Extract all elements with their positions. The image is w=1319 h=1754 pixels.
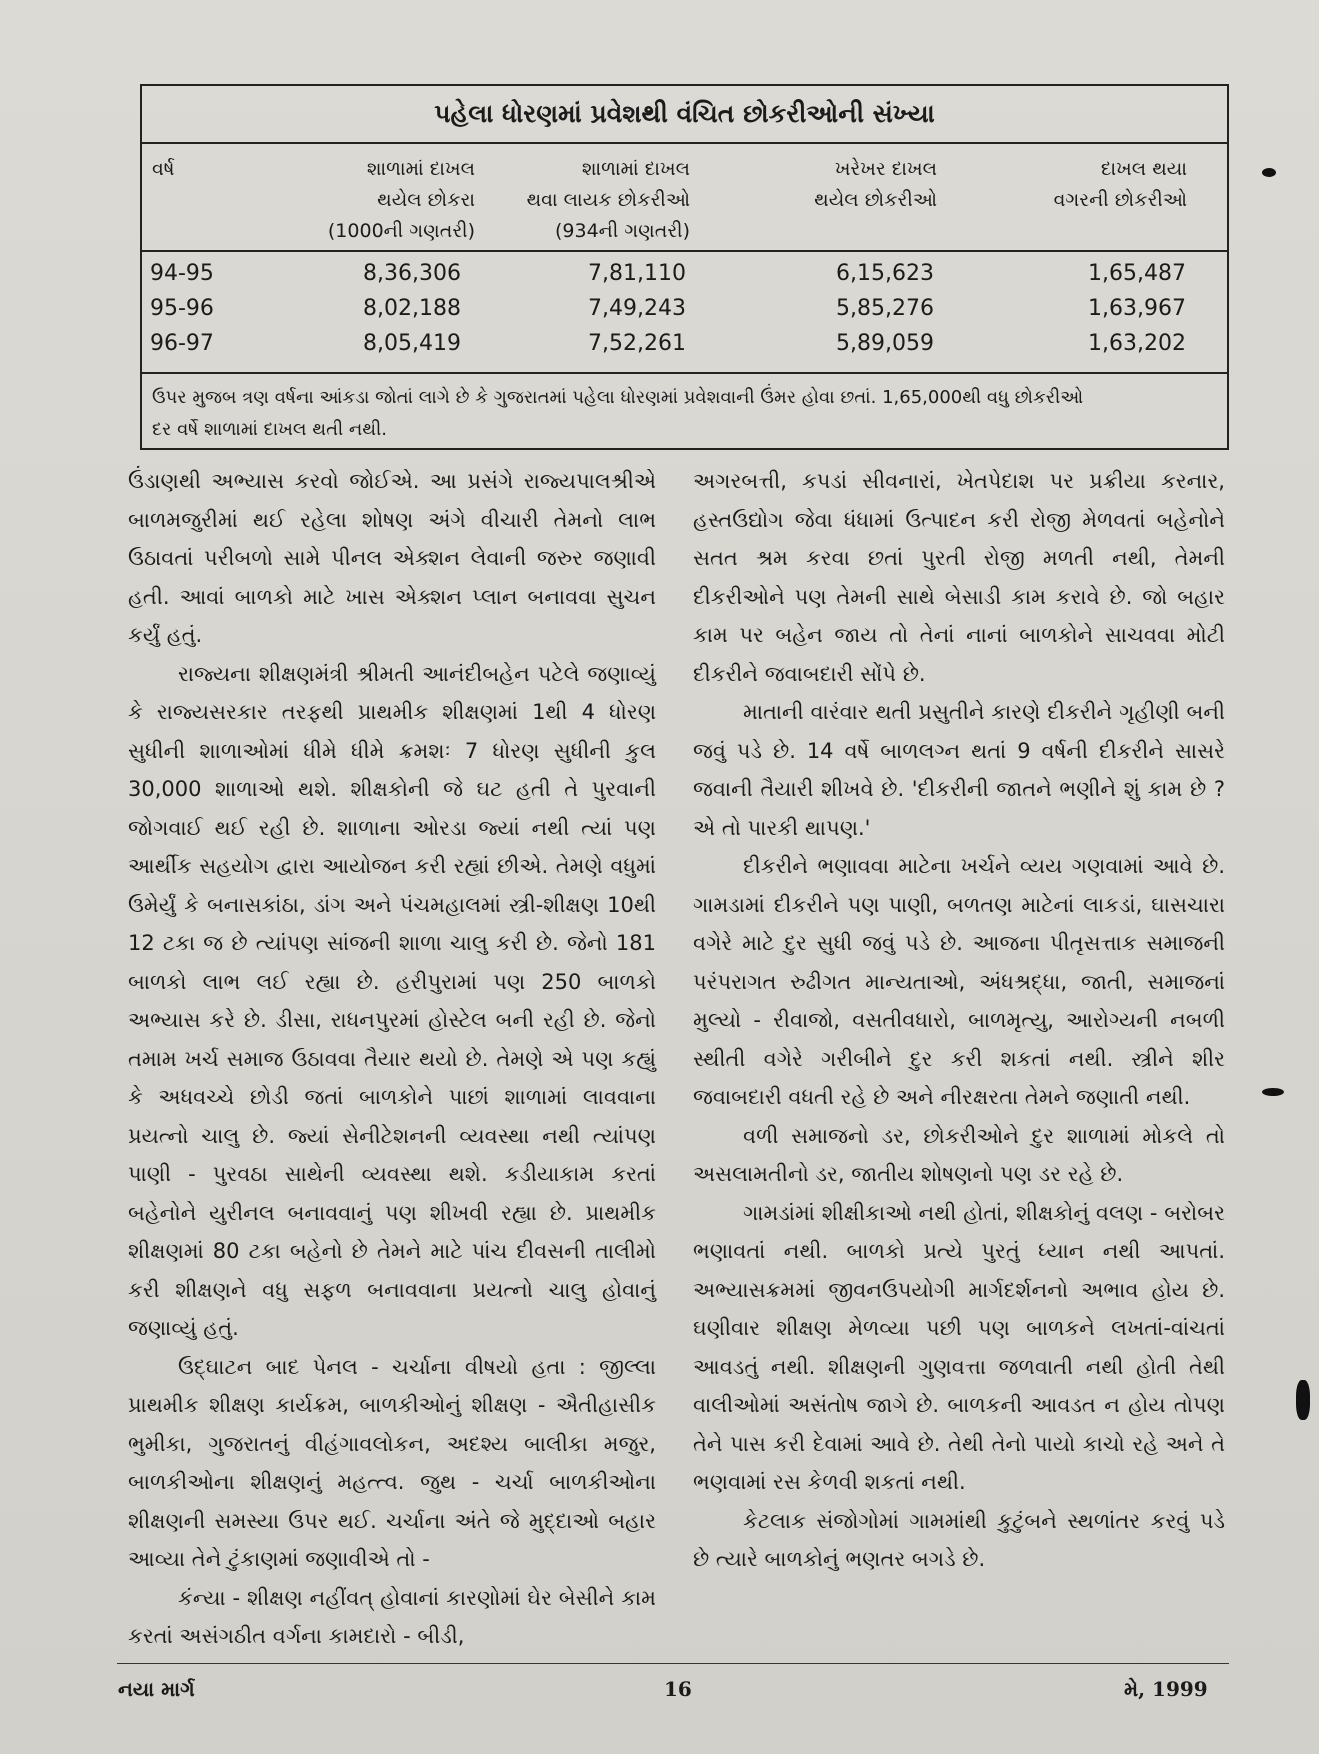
print-speck xyxy=(1262,168,1276,177)
cell-value: 5,89,059 xyxy=(836,331,934,356)
header-year: વર્ષ xyxy=(152,158,175,180)
cell-value: 7,49,243 xyxy=(588,296,686,321)
left-column xyxy=(128,462,656,1656)
header-girls-eligible: શાળામાં દાખલ થવા લાયક છોકરીઓ (934ની ગણતરી) xyxy=(526,158,690,242)
cell-value: 7,52,261 xyxy=(588,331,686,356)
cell-value: 8,36,306 xyxy=(363,261,461,286)
print-speck xyxy=(1296,1380,1310,1420)
paragraph: માતાની વારંવાર થતી પ્રસુતીને કારણે દીકરીને ગૃહીણી બની જવું પડે છે. 14 વર્ષે બાળલગ્ન થતાં 9 વર્ષની દીકરીને સાસરે જવાની તૈયારી શીખવે છે. 'દીકરીની જાતને ભણીને શું કામ છે ? એ તો પારકી થાપણ.' xyxy=(693,700,1225,840)
paragraph: રાજ્યના શીક્ષણમંત્રી શ્રીમતી આનંદીબહેન પટેલે જણાવ્યું કે રાજ્યસરકાર તરફથી પ્રાથમીક શીક્ષણમાં 1થી 4 ધોરણ સુધીની શાળાઓમાં ધીમે ધીમે ક્રમશઃ 7 ધોરણ સુધીની કુલ 30,000 શાળાઓ થશે. શીક્ષકોની જે ઘટ હતી તે પુરવાની જોગવાઈ થઈ રહી છે. શાળાના ઓરડા જ્યાં નથી ત્યાં પણ આર્થીક સહયોગ દ્વારા આયોજન કરી રહ્યાં છીએ. તેમણે વધુમાં ઉમેર્યું કે બનાસકાંઠા, ડાંગ અને પંચમહાલમાં સ્ત્રી-શીક્ષણ 10થી 12 ટકા જ છે ત્યાંપણ સાંજની શાળા ચાલુ કરી છે. જેનો 181 બાળકો લાભ લઈ રહ્યા છે. હરીપુરામાં પણ 250 બાળકો અભ્યાસ કરે છે. ડીસા, રાધનપુરમાં હોસ્ટેલ બની રહી છે. જેનો તમામ ખર્ચ સમાજ ઉઠાવવા તૈયાર થયો છે. તેમણે એ પણ કહ્યું કે અધવચ્ચે છોડી જતાં બાળકોને પાછાં શાળામાં લાવવાના પ્રયત્નો ચાલુ છે. જ્યાં સેનીટેશનની વ્યવસ્થા નથી ત્યાંપણ પાણી - પુરવઠા સાથેની વ્યવસ્થા થશે. કડીયાકામ કરતાં બહેનોને યુરીનલ બનાવવાનું પણ શીખવી રહ્યા છે. પ્રાથમીક શીક્ષણમાં 80 ટકા બહેનો છે તેમને માટે પાંચ દીવસની તાલીમો કરી શીક્ષણને વધુ સફળ બનાવવાના પ્રયત્નો ચાલુ હોવાનું જણાવ્યું હતું. xyxy=(128,661,656,1340)
cell-value: 5,85,276 xyxy=(836,296,934,321)
table-note: ઉપર મુજબ ત્રણ વર્ષના આંકડા જોતાં લાગે છે કે ગુજરાતમાં પહેલા ધોરણમાં પ્રવેશવાની ઉંમર હોવા છતાં. 1,65,000થી વધુ છોકરીઓ દર વર્ષે શાળામાં દાખલ થતી નથી. xyxy=(152,387,1084,440)
header-girls-enrolled: ખરેખર દાખલ થયેલ છોકરીઓ xyxy=(814,158,937,211)
table-body xyxy=(142,258,1227,374)
footer-divider xyxy=(117,1663,1229,1664)
cell-value: 1,63,202 xyxy=(1088,331,1186,356)
statistics-table xyxy=(140,84,1229,450)
cell-year: 95-96 xyxy=(150,296,214,321)
cell-value: 8,05,419 xyxy=(363,331,461,356)
publication-name: નયા માર્ગ xyxy=(118,1677,195,1701)
table-header xyxy=(142,144,1227,252)
paragraph: વળી સમાજનો ડર, છોકરીઓને દુર શાળામાં મોકલે તો અસલામતીનો ડર, જાતીય શોષણનો પણ ડર રહે છે. xyxy=(693,1123,1225,1186)
cell-value: 1,63,967 xyxy=(1088,296,1186,321)
cell-value: 1,65,487 xyxy=(1088,261,1186,286)
table-row xyxy=(142,293,1227,328)
paragraph: કેટલાક સંજોગોમાં ગામમાંથી કુટુંબને સ્થળાંતર કરવું પડે છે ત્યારે બાળકોનું ભણતર બગડે છે. xyxy=(693,1508,1225,1571)
cell-value: 7,81,110 xyxy=(588,261,686,286)
paragraph: ગામડાંમાં શીક્ષીકાઓ નથી હોતાં, શીક્ષકોનું વલણ - બરોબર ભણાવતાં નથી. બાળકો પ્રત્યે પુરતું ધ્યાન નથી આપતાં. અભ્યાસક્રમમાં જીવનઉપયોગી માર્ગદર્શનનો અભાવ હોય છે. ઘણીવાર શીક્ષણ મેળવ્યા પછી પણ બાળકને લખતાં-વાંચતાં આવડતું નથી. શીક્ષણની ગુણવત્તા જળવાતી નથી હોતી તેથી વાલીઓમાં અસંતોષ જાગે છે. બાળકની આવડત ન હોય તોપણ તેને પાસ કરી દેવામાં આવે છે. તેથી તેનો પાયો કાચો રહે અને તે ભણવામાં રસ કેળવી શકતાં નથી. xyxy=(693,1200,1225,1494)
cell-value: 8,02,188 xyxy=(363,296,461,321)
paragraph: કંન્યા - શીક્ષણ નહીંવત્ હોવાનાં કારણોમાં ઘેર બેસીને કામ કરતાં અસંગઠીત વર્ગના કામદારો - બીડી, xyxy=(128,1585,656,1648)
right-column xyxy=(693,462,1225,1579)
table-row xyxy=(142,258,1227,293)
header-girls-not-enrolled: દાખલ થયા વગરની છોકરીઓ xyxy=(1053,158,1187,211)
issue-date: મે, 1999 xyxy=(1124,1677,1208,1701)
cell-year: 96-97 xyxy=(150,331,214,356)
paragraph: દીકરીને ભણાવવા માટેના ખર્ચને વ્યય ગણવામાં આવે છે. ગામડામાં દીકરીને પણ પાણી, બળતણ માટેનાં લાકડાં, ઘાસચારા વગેરે માટે દુર સુધી જવું પડે છે. આજના પીતૃસત્તાક સમાજની પરંપરાગત રુઢીગત માન્યતાઓ, અંધશ્રદ્ધા, જાતી, સમાજનાં મુલ્યો - રીવાજો, વસતીવધારો, બાળમૃત્યુ, આરોગ્યની નબળી સ્થીતી વગેરે ગરીબીને દુર કરી શકતાં નથી. સ્ત્રીને શીર જવાબદારી વધતી રહે છે અને નીરક્ષરતા તેમને જણાતી નથી. xyxy=(693,854,1225,1109)
table-title: પહેલા ધોરણમાં પ્રવેશથી વંચિત છોકરીઓની સંખ્યા xyxy=(142,86,1227,144)
cell-year: 94-95 xyxy=(150,261,214,286)
paragraph: ઉંડાણથી અભ્યાસ કરવો જોઈએ. આ પ્રસંગે રાજ્યપાલશ્રીએ બાળમજુરીમાં થઈ રહેલા શોષણ અંગે વીચારી તેમનો લાભ ઉઠાવતાં પરીબળો સામે પીનલ એક્શન લેવાની જરુર જણાવી હતી. આવાં બાળકો માટે ખાસ એક્શન પ્લાન બનાવવા સુચન કર્યું હતું. xyxy=(128,469,656,647)
paragraph: ઉદ્‌ઘાટન બાદ પેનલ - ચર્ચાના વીષયો હતા : જીલ્લા પ્રાથમીક શીક્ષણ કાર્યક્રમ, બાળકીઓનું શીક્ષણ - ઐતીહાસીક ભુમીકા, ગુજરાતનું વીહંગાવલોકન, અદશ્ય બાલીકા મજુર, બાળકીઓના શીક્ષણનું મહત્ત્વ. જુથ - ચર્ચા બાળકીઓના શીક્ષણની સમસ્યા ઉપર થઈ. ચર્ચાના અંતે જે મુદ્દાઓ બહાર આવ્યા તેને ટુંકાણમાં જણાવીએ તો - xyxy=(128,1354,656,1571)
paragraph: અગરબત્તી, કપડાં સીવનારાં, ખેતપેદાશ પર પ્રક્રીયા કરનાર, હસ્તઉદ્યોગ જેવા ધંધામાં ઉત્પાદન કરી રોજી મેળવતાં બહેનોને સતત શ્રમ કરવા છતાં પુરતી રોજી મળતી નથી, તેમની દીકરીઓને પણ તેમની સાથે બેસાડી કામ કરાવે છે. જો બહાર કામ પર બહેન જાય તો તેનાં નાનાં બાળકોને સાચવવા મોટી દીકરીને જવાબદારી સોંપે છે. xyxy=(693,469,1225,686)
header-boys-enrolled: શાળામાં દાખલ થયેલ છોકરા (1000ની ગણતરી) xyxy=(327,158,475,242)
table-row xyxy=(142,328,1227,363)
page-number: 16 xyxy=(664,1677,692,1701)
print-speck xyxy=(1262,1088,1284,1096)
cell-value: 6,15,623 xyxy=(836,261,934,286)
